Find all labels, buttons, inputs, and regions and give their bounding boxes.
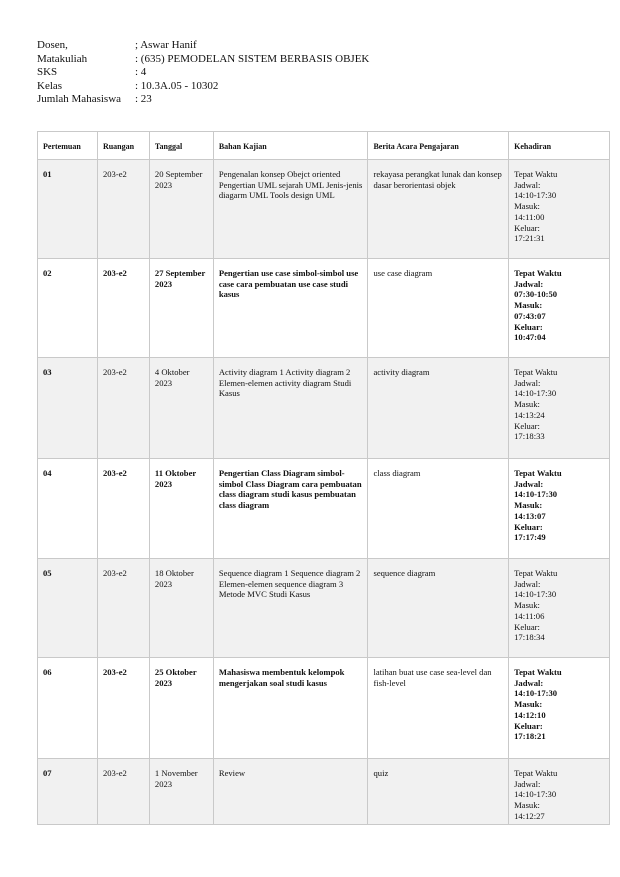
cell-pertemuan: 01 xyxy=(38,160,98,259)
cell-pertemuan: 02 xyxy=(38,259,98,358)
jumlah-label: Jumlah Mahasiswa xyxy=(37,93,122,106)
status-text: Tepat Waktu xyxy=(514,268,562,278)
cell-pertemuan: 06 xyxy=(38,658,98,759)
status-text: Tepat Waktu xyxy=(514,468,562,478)
keluar-value: 17:17:49 xyxy=(514,532,546,543)
status-text: Tepat Waktu xyxy=(514,367,558,377)
masuk-value: 14:11:06 xyxy=(514,610,545,621)
sks-value: : 4 xyxy=(135,66,147,79)
table-row xyxy=(38,259,610,358)
cell-bahan-kajian: Pengertian use case simbol-simbol use case cara pembuatan use case studi kasus xyxy=(213,259,368,358)
status-text: Tepat Waktu xyxy=(514,568,558,578)
table-row xyxy=(38,759,610,825)
cell-tanggal: 11 Oktober 2023 xyxy=(149,459,213,559)
keluar-label: Keluar: xyxy=(514,521,543,532)
masuk-value: 14:13:07 xyxy=(514,510,546,521)
cell-ruangan: 203-e2 xyxy=(97,160,149,259)
jadwal-label: Jadwal: xyxy=(514,778,541,789)
matakuliah-value: : (635) PEMODELAN SISTEM BERBASIS OBJEK xyxy=(135,52,370,65)
cell-tanggal: 20 September 2023 xyxy=(149,160,213,259)
col-pertemuan: Pertemuan xyxy=(38,132,98,160)
table-row xyxy=(38,358,610,459)
jadwal-value: 14:10-17:30 xyxy=(514,589,557,600)
cell-kehadiran xyxy=(509,459,610,559)
kelas-row xyxy=(37,80,369,94)
jadwal-label: Jadwal: xyxy=(514,278,544,289)
cell-pertemuan: 03 xyxy=(38,358,98,459)
table-header-row xyxy=(38,132,610,160)
masuk-label: Masuk: xyxy=(514,300,543,311)
col-berita-acara: Berita Acara Pengajaran xyxy=(368,132,509,160)
kelas-value: : 10.3A.05 - 10302 xyxy=(135,79,219,92)
attendance-table xyxy=(37,131,610,825)
cell-berita-acara: latihan buat use case sea-level dan fish-level xyxy=(368,658,509,759)
cell-berita-acara: use case diagram xyxy=(368,259,509,358)
cell-ruangan: 203-e2 xyxy=(97,559,149,658)
dosen-value: ; Aswar Hanif xyxy=(135,39,197,51)
cell-kehadiran xyxy=(509,658,610,759)
table-row xyxy=(38,459,610,559)
cell-bahan-kajian: Pengenalan konsep Obejct oriented Pengertian UML sejarah UML Jenis-jenis diagarm UML Tools design UML xyxy=(213,160,368,259)
cell-tanggal: 27 September 2023 xyxy=(149,259,213,358)
jumlah-value: : 23 xyxy=(135,93,152,106)
col-bahan-kajian: Bahan Kajian xyxy=(213,132,368,160)
cell-kehadiran xyxy=(509,358,610,459)
cell-berita-acara: class diagram xyxy=(368,459,509,559)
keluar-label: Keluar: xyxy=(514,321,543,332)
course-info xyxy=(37,39,369,107)
cell-bahan-kajian: Activity diagram 1 Activity diagram 2 Elemen-elemen activity diagram Studi Kasus xyxy=(213,358,368,459)
dosen-label: Dosen, xyxy=(37,39,68,51)
status-text: Tepat Waktu xyxy=(514,768,558,778)
cell-berita-acara: activity diagram xyxy=(368,358,509,459)
masuk-value: 14:11:00 xyxy=(514,211,545,222)
keluar-label: Keluar: xyxy=(514,222,540,233)
masuk-label: Masuk: xyxy=(514,201,540,212)
jadwal-label: Jadwal: xyxy=(514,677,544,688)
sks-row xyxy=(37,66,369,80)
cell-ruangan: 203-e2 xyxy=(97,358,149,459)
jadwal-label: Jadwal: xyxy=(514,478,544,489)
col-kehadiran: Kehadiran xyxy=(509,132,610,160)
dosen-row xyxy=(37,39,369,53)
masuk-label: Masuk: xyxy=(514,600,540,611)
col-ruangan: Ruangan xyxy=(97,132,149,160)
table-row xyxy=(38,160,610,259)
cell-kehadiran xyxy=(509,559,610,658)
cell-ruangan: 203-e2 xyxy=(97,759,149,825)
masuk-label: Masuk: xyxy=(514,699,543,710)
jadwal-label: Jadwal: xyxy=(514,179,541,190)
cell-tanggal: 4 Oktober 2023 xyxy=(149,358,213,459)
keluar-value: 10:47:04 xyxy=(514,332,546,343)
sks-label: SKS xyxy=(37,66,58,79)
keluar-label: Keluar: xyxy=(514,720,543,731)
jadwal-value: 14:10-17:30 xyxy=(514,489,558,500)
masuk-label: Masuk: xyxy=(514,800,540,811)
cell-bahan-kajian: Review xyxy=(213,759,368,825)
jadwal-label: Jadwal: xyxy=(514,377,541,388)
jadwal-value: 14:10-17:30 xyxy=(514,688,558,699)
masuk-value: 14:12:10 xyxy=(514,709,546,720)
cell-tanggal: 1 November 2023 xyxy=(149,759,213,825)
jadwal-value: 14:10-17:30 xyxy=(514,789,557,800)
jadwal-value: 14:10-17:30 xyxy=(514,388,557,399)
cell-pertemuan: 04 xyxy=(38,459,98,559)
status-text: Tepat Waktu xyxy=(514,169,558,179)
keluar-label: Keluar: xyxy=(514,420,540,431)
cell-berita-acara: rekayasa perangkat lunak dan konsep dasar berorientasi objek xyxy=(368,160,509,259)
cell-berita-acara: quiz xyxy=(368,759,509,825)
matakuliah-row xyxy=(37,53,369,67)
cell-pertemuan: 05 xyxy=(38,559,98,658)
masuk-value: 14:13:24 xyxy=(514,409,545,420)
keluar-label: Keluar: xyxy=(514,621,540,632)
table-row xyxy=(38,559,610,658)
cell-tanggal: 25 Oktober 2023 xyxy=(149,658,213,759)
masuk-value: 14:12:27 xyxy=(514,810,545,821)
cell-kehadiran xyxy=(509,160,610,259)
cell-ruangan: 203-e2 xyxy=(97,658,149,759)
keluar-value: 17:21:31 xyxy=(514,233,545,244)
jadwal-label: Jadwal: xyxy=(514,578,541,589)
jadwal-value: 14:10-17:30 xyxy=(514,190,557,201)
status-text: Tepat Waktu xyxy=(514,667,562,677)
cell-ruangan: 203-e2 xyxy=(97,259,149,358)
masuk-label: Masuk: xyxy=(514,500,543,511)
cell-kehadiran xyxy=(509,759,610,825)
keluar-value: 17:18:33 xyxy=(514,431,545,442)
cell-ruangan: 203-e2 xyxy=(97,459,149,559)
kelas-label: Kelas xyxy=(37,79,63,92)
jumlah-row xyxy=(37,93,369,107)
col-tanggal: Tanggal xyxy=(149,132,213,160)
keluar-value: 17:18:34 xyxy=(514,632,545,643)
masuk-label: Masuk: xyxy=(514,399,540,410)
jadwal-value: 07:30-10:50 xyxy=(514,289,558,300)
matakuliah-label: Matakuliah xyxy=(37,52,88,65)
masuk-value: 07:43:07 xyxy=(514,310,546,321)
keluar-value: 17:18:21 xyxy=(514,731,546,742)
cell-bahan-kajian: Mahasiswa membentuk kelompok mengerjakan soal studi kasus xyxy=(213,658,368,759)
cell-pertemuan: 07 xyxy=(38,759,98,825)
cell-tanggal: 18 Oktober 2023 xyxy=(149,559,213,658)
cell-kehadiran xyxy=(509,259,610,358)
cell-bahan-kajian: Pengertian Class Diagram simbol-simbol Class Diagram cara pembuatan class diagram studi kasus pembuatan class diagram xyxy=(213,459,368,559)
table-row xyxy=(38,658,610,759)
cell-bahan-kajian: Sequence diagram 1 Sequence diagram 2 Elemen-elemen sequence diagram 3 Metode MVC Studi Kasus xyxy=(213,559,368,658)
cell-berita-acara: sequence diagram xyxy=(368,559,509,658)
